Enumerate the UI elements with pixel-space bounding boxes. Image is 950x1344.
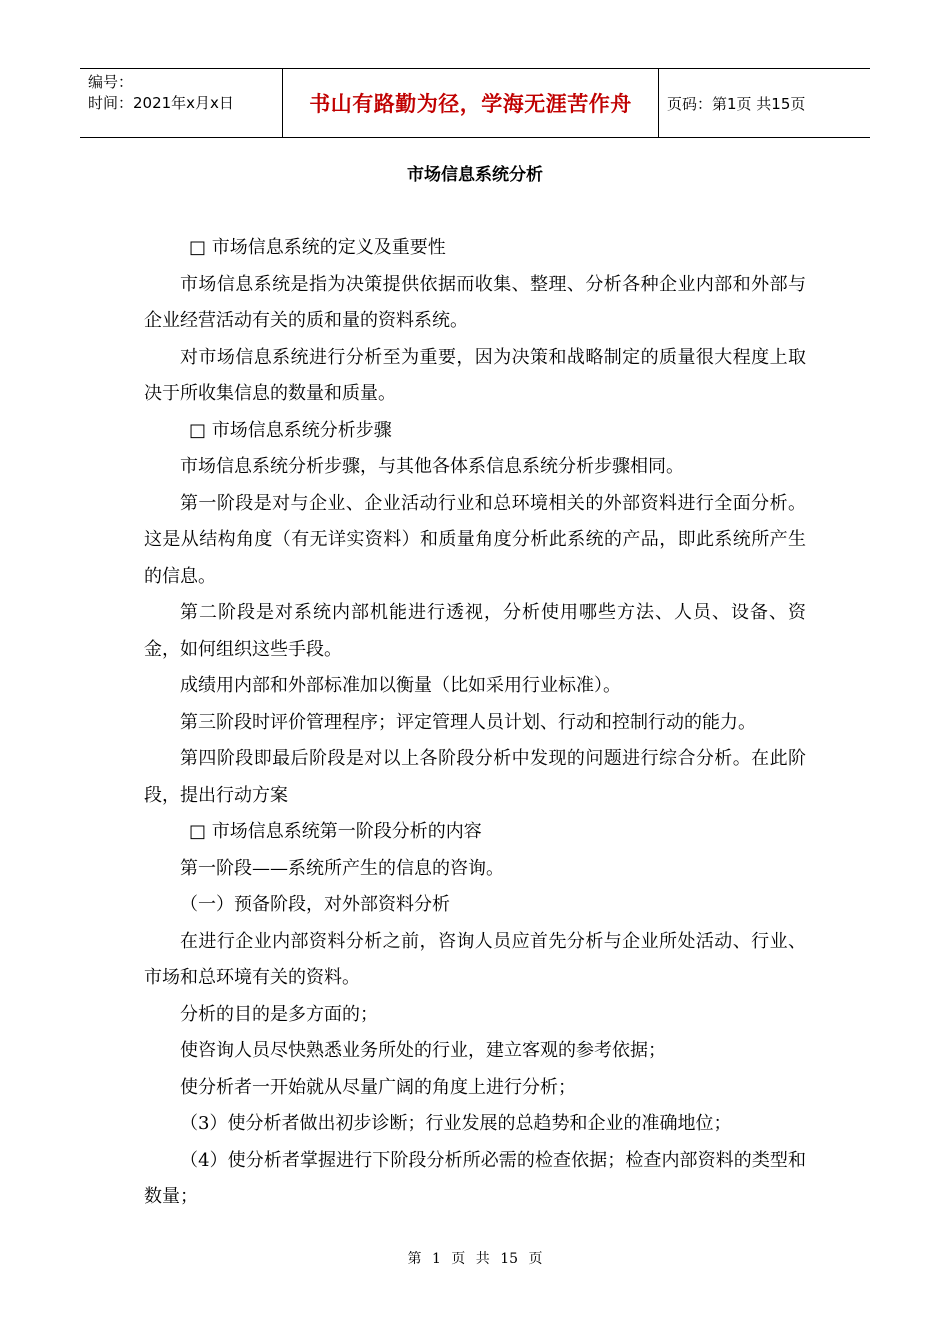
paragraph: （一）预备阶段，对外部资料分析: [180, 894, 450, 915]
header-meta: [80, 69, 282, 137]
paragraph: 使咨询人员尽快熟悉业务所处的行业，建立客观的参考依据；: [180, 1040, 666, 1061]
paragraph: 第四阶段即最后阶段是对以上各阶段分析中发现的问题进行综合分析。在此阶段，提出行动方案: [144, 748, 806, 806]
paragraph: 成绩用内部和外部标准加以衡量（比如采用行业标准）。: [180, 675, 621, 696]
page-header: [80, 68, 870, 138]
header-motto: 书山有路勤为径，学海无涯苦作舟: [282, 69, 659, 137]
document-title: 市场信息系统分析: [407, 165, 543, 185]
paragraph: 第二阶段是对系统内部机能进行透视，分析使用哪些方法、人员、设备、资金，如何组织这些手段。: [144, 602, 806, 660]
paragraph: 市场信息系统分析步骤，与其他各体系信息系统分析步骤相同。: [180, 456, 684, 477]
page-footer: 第 1 页 共 15 页: [407, 1251, 543, 1267]
paragraph: 第一阶段——系统所产生的信息的咨询。: [180, 857, 504, 879]
paragraph: 使分析者一开始就从尽量广阔的角度上进行分析；: [180, 1076, 576, 1098]
document-body: [144, 230, 806, 1216]
document-date-label: 时间：2021年x月x日: [88, 94, 234, 112]
document-number-label: 编号：: [88, 73, 134, 91]
paragraph: 第三阶段时评价管理程序；评定管理人员计划、行动和控制行动的能力。: [180, 711, 756, 733]
paragraph: 在进行企业内部资料分析之前，咨询人员应首先分析与企业所处活动、行业、市场和总环境有关的资料。: [144, 930, 806, 988]
paragraph: 市场信息系统是指为决策提供依据而收集、整理、分析各种企业内部和外部与企业经营活动有关的质和量的资料系统。: [144, 273, 806, 331]
paragraph: （4）使分析者掌握进行下阶段分析所必需的检查依据；检查内部资料的类型和数量；: [144, 1149, 806, 1207]
section-heading: □ 市场信息系统分析步骤: [189, 419, 392, 441]
paragraph: 第一阶段是对与企业、企业活动行业和总环境相关的外部资料进行全面分析。这是从结构角度（有无详实资料）和质量角度分析此系统的产品，即此系统所产生的信息。: [144, 492, 806, 587]
section-heading: □ 市场信息系统第一阶段分析的内容: [189, 821, 482, 842]
paragraph: 分析的目的是多方面的；: [180, 1003, 378, 1025]
paragraph: 对市场信息系统进行分析至为重要，因为决策和战略制定的质量很大程度上取决于所收集信息的数量和质量。: [144, 346, 806, 404]
paragraph: （3）使分析者做出初步诊断；行业发展的总趋势和企业的准确地位；: [180, 1113, 732, 1134]
header-page-info: 页码：第1页 共15页: [667, 94, 806, 113]
section-heading: □ 市场信息系统的定义及重要性: [189, 237, 446, 258]
